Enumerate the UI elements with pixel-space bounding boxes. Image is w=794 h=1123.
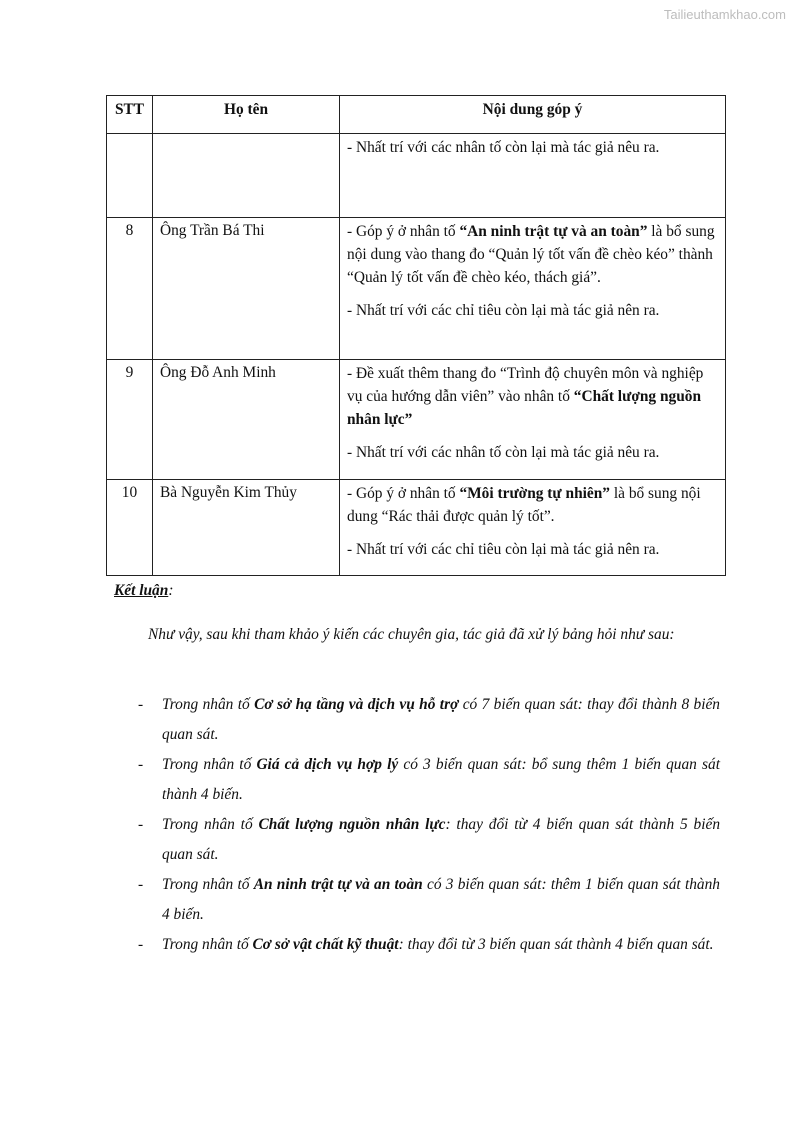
- content-paragraph: [347, 220, 719, 289]
- text-run: - Góp ý ở nhân tố: [347, 485, 460, 502]
- text-run: Trong nhân tố: [162, 696, 255, 713]
- dash-bullet: -: [138, 756, 144, 773]
- list-item: [114, 750, 720, 810]
- cell-stt: 9: [107, 360, 153, 480]
- list-item: [114, 810, 720, 870]
- text-run: Trong nhân tố: [162, 936, 253, 953]
- bold-term: Cơ sở vật chất kỹ thuật: [252, 936, 399, 953]
- text-run: là bổ sung nội dung “Rác thải được quản lý tốt”.: [347, 485, 701, 525]
- text-run: - Nhất trí với các chỉ tiêu còn lại mà tác giả nên ra.: [347, 541, 660, 558]
- dash-bullet: -: [138, 876, 144, 893]
- text-run: : thay đổi từ 4 biến quan sát thành 5 biến quan sát.: [162, 816, 721, 863]
- text-run: có 7 biến quan sát: thay đổi thành 8 biến quan sát.: [162, 696, 720, 743]
- table-row: [107, 134, 726, 218]
- table-row: [107, 360, 726, 480]
- table-body: [107, 134, 726, 576]
- text-run: - Góp ý ở nhân tố: [347, 223, 460, 240]
- header-stt: STT: [107, 96, 153, 134]
- conclusion-heading: [114, 582, 720, 600]
- table-header-row: [107, 96, 726, 134]
- cell-name: Ông Đỗ Anh Minh: [153, 360, 340, 480]
- text-run: - Nhất trí với các nhân tố còn lại mà tác giả nêu ra.: [347, 444, 660, 461]
- text-run: có 3 biến quan sát: thêm 1 biến quan sát thành 4 biến.: [162, 876, 720, 923]
- text-run: có 3 biến quan sát: bổ sung thêm 1 biến quan sát thành 4 biến.: [162, 756, 720, 803]
- cell-content: [340, 360, 726, 480]
- header-content: Nội dung góp ý: [340, 96, 726, 134]
- content-paragraph: [347, 441, 719, 464]
- content-paragraph: [347, 362, 719, 431]
- conclusion-title: Kết luận: [114, 582, 169, 599]
- text-run: : thay đổi từ 3 biến quan sát thành 4 biến quan sát.: [398, 936, 714, 953]
- cell-stt: [107, 134, 153, 218]
- text-run: Trong nhân tố: [162, 756, 257, 773]
- cell-name: Ông Trần Bá Thi: [153, 218, 340, 360]
- content-paragraph: [347, 136, 719, 159]
- text-run: Trong nhân tố: [162, 876, 254, 893]
- cell-content: [340, 134, 726, 218]
- dash-bullet: -: [138, 696, 144, 713]
- bold-term: Cơ sở hạ tầng và dịch vụ hỗ trợ: [254, 696, 459, 713]
- watermark: Tailieuthamkhao.com: [663, 7, 786, 22]
- list-item: [114, 870, 720, 930]
- table-row: [107, 480, 726, 576]
- dash-bullet: -: [138, 816, 144, 833]
- content-paragraph: [347, 538, 719, 561]
- header-name: Họ tên: [153, 96, 340, 134]
- cell-stt: 10: [107, 480, 153, 576]
- conclusion-intro: Như vậy, sau khi tham khảo ý kiến các chuyên gia, tác giả đã xử lý bảng hỏi như sau:: [148, 626, 675, 643]
- conclusion-list: [114, 690, 720, 960]
- cell-content: [340, 480, 726, 576]
- text-run: Trong nhân tố: [162, 816, 259, 833]
- text-run: - Nhất trí với các nhân tố còn lại mà tác giả nêu ra.: [347, 139, 660, 156]
- bold-term: Giá cả dịch vụ hợp lý: [256, 756, 399, 773]
- content-paragraph: [347, 482, 719, 528]
- cell-content: [340, 218, 726, 360]
- cell-stt: 8: [107, 218, 153, 360]
- text-run: là bổ sung nội dung vào thang đo “Quản lý tốt vấn đề chèo kéo” thành “Quản lý tốt vấn đề chèo kéo, thách giá”.: [347, 223, 715, 286]
- text-run: - Nhất trí với các chỉ tiêu còn lại mà tác giả nên ra.: [347, 302, 660, 319]
- text-run: - Đề xuất thêm thang đo “Trình độ chuyên môn và nghiệp vụ của hướng dẫn viên” vào nhân tố: [347, 365, 704, 405]
- bold-term: “An ninh trật tự và an toàn”: [459, 223, 648, 240]
- content-paragraph: [347, 299, 719, 322]
- table-row: [107, 218, 726, 360]
- conclusion-colon: :: [168, 582, 174, 599]
- list-item: [114, 690, 720, 750]
- list-item: [114, 930, 720, 960]
- cell-name: Bà Nguyễn Kim Thủy: [153, 480, 340, 576]
- cell-name: [153, 134, 340, 218]
- bold-term: “Môi trường tự nhiên”: [459, 485, 611, 502]
- dash-bullet: -: [138, 936, 144, 953]
- bold-term: “Chất lượng nguồn nhân lực”: [347, 388, 702, 428]
- bold-term: Chất lượng nguồn nhân lực: [258, 816, 446, 833]
- bold-term: An ninh trật tự và an toàn: [253, 876, 423, 893]
- expert-opinion-table: [106, 95, 726, 576]
